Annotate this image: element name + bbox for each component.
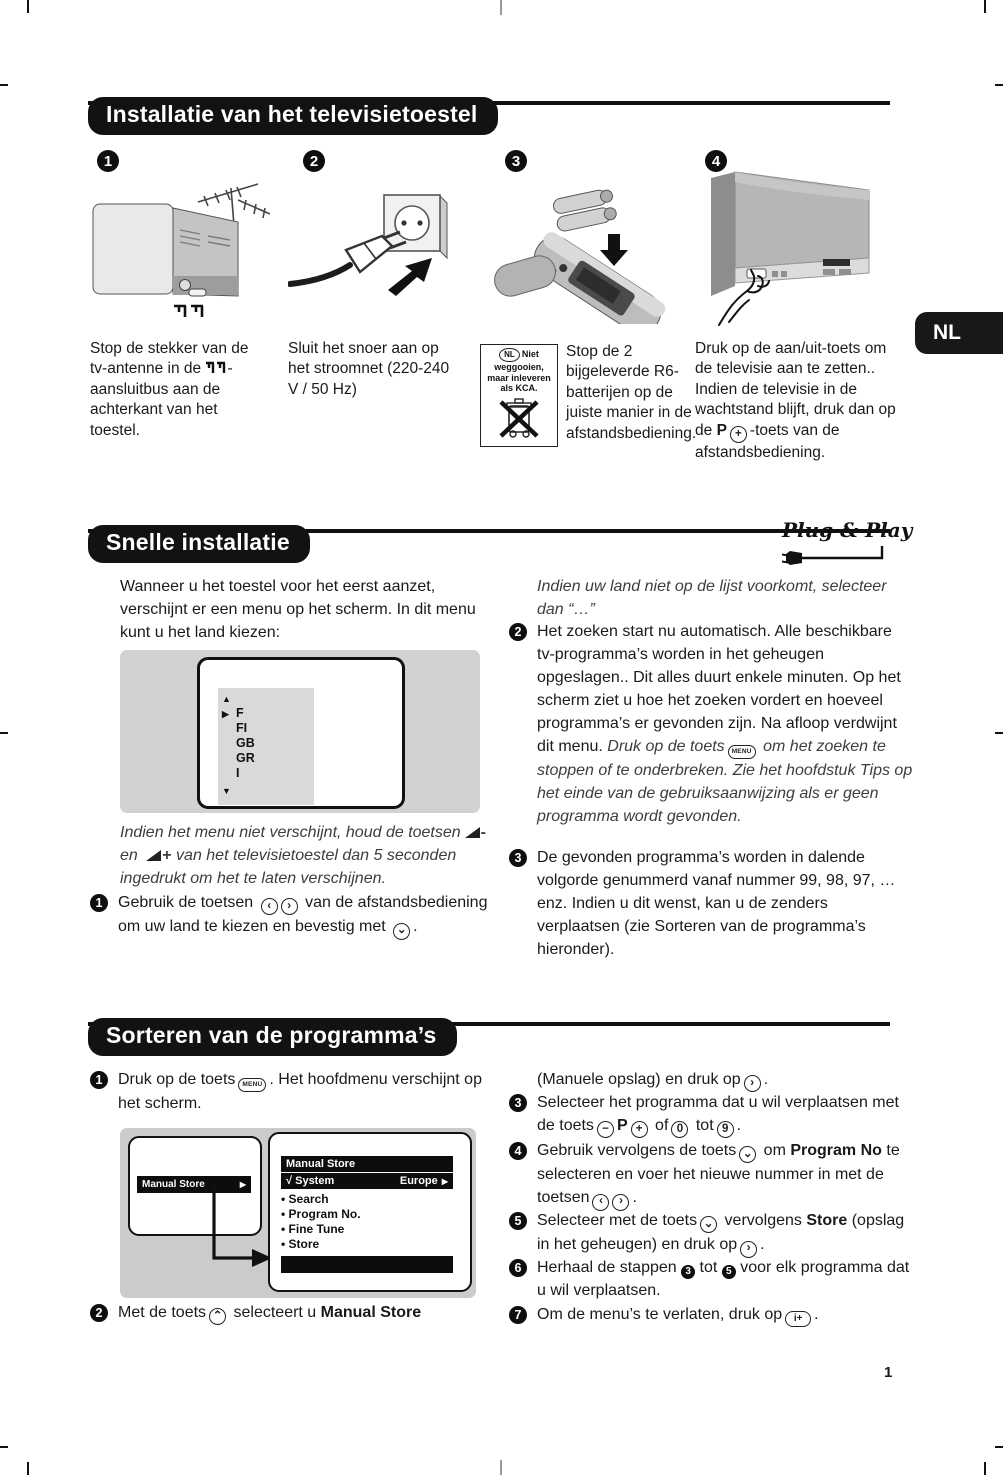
menu-note-text: Indien het menu niet verschijnt, houd de toetsen <box>120 824 461 841</box>
sort-step-6-text <box>537 1256 921 1302</box>
crop-mark <box>27 0 29 13</box>
step1-caption <box>90 339 270 442</box>
section-title-installatie: Installatie van het televisietoestel <box>88 97 498 135</box>
remote-batteries-illustration <box>492 176 670 324</box>
menu-note-text: en <box>120 847 143 864</box>
sort-step-5 <box>509 1209 921 1258</box>
menu-option-program-no <box>281 1207 453 1222</box>
system-row <box>281 1173 453 1189</box>
text-segment: van de afstandsbediening om uw land te kiezen en bevestig met <box>118 894 488 936</box>
text-segment: te selecteren en voer het nieuwe nummer in met de toetsen <box>537 1142 900 1207</box>
menu-option-store <box>281 1237 453 1252</box>
text-segment: Selecteer met de toets <box>537 1212 698 1229</box>
sort-step-3 <box>509 1091 921 1138</box>
sort-step-7 <box>509 1303 921 1327</box>
menu-option-label: Store <box>288 1237 320 1251</box>
cursor-right-triangle-icon: ▶ <box>222 709 229 719</box>
tv-power-button-illustration <box>695 170 880 328</box>
manual-store-label: Manual Store <box>142 1179 205 1190</box>
system-value: Europe <box>399 1175 438 1187</box>
country-option-selected <box>218 706 314 721</box>
country-option <box>218 736 314 751</box>
menu-option-label: Fine Tune <box>288 1222 345 1236</box>
text-segment: vervolgens <box>720 1212 807 1229</box>
recycle-text: als KCA. <box>500 383 538 393</box>
sort-step-2 <box>90 1301 510 1325</box>
country-menu-diagram <box>120 650 480 813</box>
p-key-label: P <box>616 1117 628 1134</box>
list-badge-5: 5 <box>509 1212 527 1230</box>
crop-mark <box>995 84 1003 86</box>
step3-caption <box>480 342 698 450</box>
country-option <box>218 721 314 736</box>
menu-option-label: Search <box>288 1192 329 1206</box>
text-segment: Selecteer het programma dat u wil verplaatsen met de toets <box>537 1094 899 1134</box>
text-segment: Gebruik vervolgens de toets <box>537 1142 737 1159</box>
text-segment: om <box>759 1142 791 1159</box>
scroll-up-indicator <box>218 691 314 706</box>
tv-screen <box>197 657 405 809</box>
list-badge-6: 6 <box>509 1259 527 1277</box>
quick-install-intro <box>120 575 482 644</box>
crop-mark <box>500 0 502 15</box>
menu-note-text: van het televisietoestel dan 5 seconden ingedrukt om het te laten verschijnen. <box>120 847 457 887</box>
step-ref-badge-5: 5 <box>722 1265 736 1279</box>
aerial-icon <box>174 306 203 317</box>
bullet-icon: • <box>281 1207 286 1221</box>
up-triangle-icon: ▲ <box>222 694 231 704</box>
bullet-icon: • <box>281 1237 286 1251</box>
manual-store-title-bar <box>281 1156 453 1172</box>
menu-option-label: Program No. <box>288 1207 361 1221</box>
country-label: GR <box>236 751 255 765</box>
text-segment: Druk op de toets <box>607 738 725 755</box>
list-badge-3: 3 <box>509 1094 527 1112</box>
step-number-2: 2 <box>303 150 325 172</box>
text-segment: . Het hoofdmenu verschijnt op het scherm. <box>118 1071 482 1113</box>
list-badge-3: 3 <box>509 849 527 867</box>
right-triangle-icon: ▶ <box>239 1180 246 1189</box>
volume-down-icon <box>465 827 480 838</box>
sort-step-1 <box>90 1068 490 1115</box>
country-label: FI <box>236 721 248 735</box>
country-option <box>218 766 314 781</box>
text-segment: (Manuele opslag) en druk op <box>537 1071 741 1088</box>
text-segment: of <box>650 1117 669 1134</box>
crossed-trash-bin-icon <box>498 396 540 440</box>
step2-caption <box>288 339 456 401</box>
digit-0-key-icon: 0 <box>671 1121 688 1138</box>
minus-key-icon: − <box>597 1121 614 1138</box>
step4-caption-text: -toets van de afstandsbediening. <box>695 421 840 461</box>
power-plug-illustration <box>288 186 453 308</box>
quick-step-1 <box>90 891 494 940</box>
system-label: System <box>295 1175 335 1187</box>
text-segment: Herhaal de stappen <box>537 1259 682 1276</box>
section-title-snelle-installatie: Snelle installatie <box>88 525 310 563</box>
sort-step-5-text <box>537 1209 921 1258</box>
aerial-icon <box>205 361 227 374</box>
step-number-4: 4 <box>705 150 727 172</box>
text-segment: . <box>763 1071 769 1088</box>
text-segment: selecteert u <box>229 1304 321 1321</box>
nl-oval-icon: NL <box>499 348 520 363</box>
step-number-1: 1 <box>97 150 119 172</box>
empty-status-bar <box>281 1256 453 1273</box>
crop-mark <box>995 732 1003 734</box>
chevron-right-key-icon: › <box>744 1075 761 1092</box>
plus-key-icon: + <box>730 426 747 443</box>
digit-9-key-icon: 9 <box>717 1121 734 1138</box>
list-badge-1: 1 <box>90 1071 108 1089</box>
step1-caption-text: Stop de stekker van de tv-antenne in de <box>90 339 249 377</box>
crop-mark <box>0 732 8 734</box>
scroll-down-indicator <box>218 781 314 796</box>
sort-step-7-text <box>537 1303 819 1327</box>
store-bold: Store <box>806 1212 848 1229</box>
step1-caption-text: -aansluitbus aan de achterkant van het toestel. <box>90 360 233 439</box>
quick-step-3 <box>509 846 914 961</box>
step-ref-badge-3: 3 <box>681 1265 695 1279</box>
text-segment: voor elk programma dat u wil verplaatsen. <box>537 1259 910 1299</box>
battery-recycle-box <box>480 344 558 448</box>
text-segment: Om de menu’s te verlaten, druk op <box>537 1306 783 1323</box>
recycle-text: Niet <box>521 348 539 359</box>
recycle-text: maar inleveren <box>487 372 551 383</box>
chevron-left-key-icon: ‹ <box>261 898 278 915</box>
step2-caption-text: Sluit het snoer aan op het stroomnet (220-240 V / 50 Hz) <box>288 339 450 398</box>
menu-key-icon: MENU <box>238 1078 266 1092</box>
sort-step-4 <box>509 1139 921 1211</box>
manual-store-title: Manual Store <box>286 1158 356 1170</box>
crop-mark <box>27 1462 29 1475</box>
country-label: GB <box>236 736 255 750</box>
sort-step-3-text <box>537 1091 921 1138</box>
text-segment: . <box>632 1189 637 1207</box>
down-triangle-icon: ▼ <box>222 786 231 796</box>
manual-store-bold: Manual Store <box>320 1304 422 1321</box>
chevron-up-key-icon: ⌃ <box>209 1308 226 1325</box>
step4-caption-text: Druk op de aan/uit-toets om de televisie aan te zetten.. Indien de televisie in de wachtstand blijft, druk dan op de <box>695 339 896 439</box>
text-segment: Druk op de toets <box>118 1071 236 1088</box>
volume-up-icon <box>146 850 161 861</box>
text-segment: Gebruik de toetsen <box>118 894 254 911</box>
text-segment: om het zoeken te stoppen of te onderbreken. Zie het hoofdstuk Tips op het einde van de gebruiksaanwijzing als er geen programma wordt gevonden. <box>537 738 913 826</box>
text-segment: . <box>736 1117 742 1134</box>
menu-note <box>120 821 490 890</box>
menu-key-icon: MENU <box>728 745 756 759</box>
step3-caption-text: Stop de 2 bijgeleverde R6-batterijen op de juiste manier in de afstandsbediening. <box>566 342 697 442</box>
text-segment: tot <box>695 1259 722 1276</box>
text-segment: Het zoeken start nu automatisch. Alle beschikbare tv-programma’s worden in het geheugen opgeslagen.. Dit alles duurt enkele minuten. Op het scherm ziet u hoe het zoeken vordert en hoeveel programma’s er gevonden zijn. Na afloop verdwijnt dit menu. <box>537 623 901 755</box>
country-missing-note-text: Indien uw land niet op de lijst voorkomt, selecteer dan “…” <box>537 578 887 618</box>
country-label: F <box>236 706 244 720</box>
tv-screen-right <box>268 1132 472 1292</box>
chevron-right-key-icon: › <box>612 1194 629 1211</box>
menu-option-fine-tune <box>281 1222 453 1237</box>
step4-caption <box>695 339 907 464</box>
volume-minus-label: - <box>480 824 486 841</box>
sort-step-6 <box>509 1256 921 1302</box>
quick-install-intro-text: Wanneer u het toestel voor het eerst aanzet, verschijnt er een menu op het scherm. In dit menu kunt u het land kiezen: <box>120 578 476 641</box>
chevron-down-key-icon: ⌄ <box>393 923 410 940</box>
crop-mark <box>995 1446 1003 1448</box>
language-tab-nl <box>915 312 1003 354</box>
program-no-bold: Program No <box>790 1142 882 1159</box>
p-key-label: P <box>716 421 727 439</box>
bullet-icon: • <box>281 1222 286 1236</box>
check-icon: √ <box>286 1175 293 1187</box>
text-segment: De gevonden programma’s worden in dalende volgorde genummerd vanaf nummer 99, 98, 97, …enz. Indien u dit wenst, kan u de zenders verplaatsen (zie Sorteren van de programma’s hieronder). <box>537 849 896 958</box>
plug-and-play-logo <box>782 518 912 566</box>
sort-step-1-text <box>118 1068 490 1115</box>
exit-screen-key-icon: i+ <box>785 1311 811 1327</box>
list-badge-7: 7 <box>509 1306 527 1324</box>
chevron-left-key-icon: ‹ <box>592 1194 609 1211</box>
list-badge-2: 2 <box>509 623 527 641</box>
text-segment: Met de toets <box>118 1304 207 1321</box>
chevron-right-key-icon: › <box>740 1241 757 1258</box>
sort-step-4-text <box>537 1139 921 1211</box>
quick-step-2-text <box>537 620 914 828</box>
country-option <box>218 751 314 766</box>
quick-step-1-text <box>118 891 494 940</box>
chevron-down-key-icon: ⌄ <box>739 1146 756 1163</box>
sort-continuation <box>537 1068 917 1092</box>
step-number-3: 3 <box>505 150 527 172</box>
crop-mark <box>0 84 8 86</box>
quick-step-3-text <box>537 846 914 961</box>
text-segment: tot <box>691 1117 714 1134</box>
plus-key-icon: + <box>631 1121 648 1138</box>
right-triangle-icon: ▶ <box>441 1177 448 1186</box>
page-number: 1 <box>884 1364 893 1381</box>
list-badge-2: 2 <box>90 1304 108 1322</box>
volume-plus-label: + <box>162 847 172 864</box>
sort-step-2-text <box>118 1301 421 1325</box>
plug-cord-icon <box>782 542 892 566</box>
manual-store-diagram <box>120 1128 476 1298</box>
chevron-down-key-icon: ⌄ <box>700 1216 717 1233</box>
bullet-icon: • <box>281 1192 286 1206</box>
crop-mark <box>0 1446 8 1448</box>
list-badge-4: 4 <box>509 1142 527 1160</box>
chevron-right-key-icon: › <box>281 898 298 915</box>
crop-mark <box>984 0 986 13</box>
country-label: I <box>236 766 240 780</box>
text-segment: . <box>814 1306 819 1323</box>
text-segment: (opslag in het geheugen) en druk op <box>537 1212 905 1254</box>
recycle-text: weggooien, <box>494 362 544 372</box>
crop-mark <box>500 1460 502 1475</box>
list-badge-1: 1 <box>90 894 108 912</box>
text-segment: . <box>413 918 418 936</box>
text-segment: . <box>760 1236 765 1254</box>
section-title-sorteren: Sorteren van de programma’s <box>88 1018 457 1056</box>
crop-mark <box>984 1462 986 1475</box>
tv-antenna-illustration <box>88 176 273 322</box>
menu-option-search <box>281 1192 453 1207</box>
plug-and-play-label: Plug & Play <box>782 518 913 542</box>
quick-step-2 <box>509 620 914 828</box>
country-menu-panel <box>218 688 314 805</box>
language-tab-label: NL <box>933 321 961 344</box>
country-missing-note <box>537 575 912 621</box>
